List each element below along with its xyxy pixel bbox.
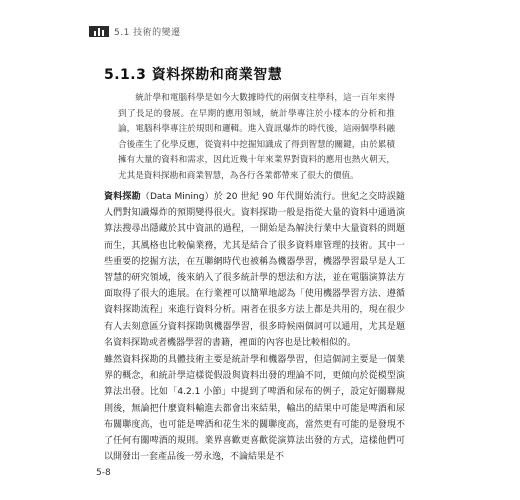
section-title: 5.1.3 資料探勘和商業智慧 bbox=[104, 67, 283, 83]
body-paragraph-industry-concept bbox=[104, 352, 405, 465]
book-chapter-icon bbox=[89, 26, 109, 37]
intro-paragraph: 統計學和電腦科學是如今大數據時代的兩個支柱學科，這一百年來得到了長足的發展。在早期的應用領域，統計學專注於小樣本的分析和推論，電腦科學專注於規則和邏輯。進入資訊爆炸的時代後，這兩個學科融合後產生了化學反應，從資料中挖掘知識成了得到智慧的關鍵，由於累積擁有大量的資料和需求，因此近幾十年來業界對資料的應用也熱火朝天，尤其是資料探勘和商業智慧，為各行各業都帶來了很大的價值。 bbox=[118, 93, 395, 181]
running-head: 5.1 技術的變遷 bbox=[114, 28, 181, 38]
paragraph-text: （Data Mining）於 20 世紀 90 年代開始流行。世紀之交時誤隨人們對知識爆炸的預期變得很火。資料探勘一般是指從大量的資料中通過演算法搜尋出隱藏於其中資訊的過程，一開始是為解決行業中大量資料的問題而生，其風格也比較偏業務，尤其是結合了很多資料庫管理的技術。其中一些重要的挖掘方法，在互聯網時代也被稱為機器學習，機器學習最早是人工智慧的研究領域，後來納入了很多統計學的想法和方法，並在電腦演算法方面取得了很大的進展。在行業裡可以簡單地認為「使用機器學習方法、遵循資料探勘流程」來進行資料分析。兩者在很多方法上都是共用的，現在很少有人去刻意區分資料探勘與機器學習，很多時候兩個詞可以通用，尤其是題名資料探勘或者機器學習的書籍，裡面的內容也是比較相似的。 bbox=[104, 192, 405, 348]
page-number: 5-8 bbox=[96, 468, 111, 478]
term-data-mining: 資料探勘 bbox=[104, 192, 141, 202]
body-paragraph-data-mining bbox=[104, 189, 405, 351]
section-intro-quote bbox=[118, 91, 395, 185]
paragraph-text: 雖然資料探勘的具體技術主要是統計學和機器學習，但這個詞主要是一個業界的概念，和統計學這樣從假設與資料出發的理論不同，更傾向於從模型演算法出發。比如「4.2.1 小節」中提到了啤酒和尿布的例子，設定好關聯規則後，無論把什麼資料輸進去都會出來結果，輸出的結果中可能是啤酒和尿布關聯度高，也可能是啤酒和花生米的關聯度高，當然更有可能的是發現不了任何有關啤酒的規則。業界喜歡更喜歡從演算法出發的方式，這樣他們可以開發出一套產品後一勞永逸，不論結果是不 bbox=[104, 355, 405, 463]
